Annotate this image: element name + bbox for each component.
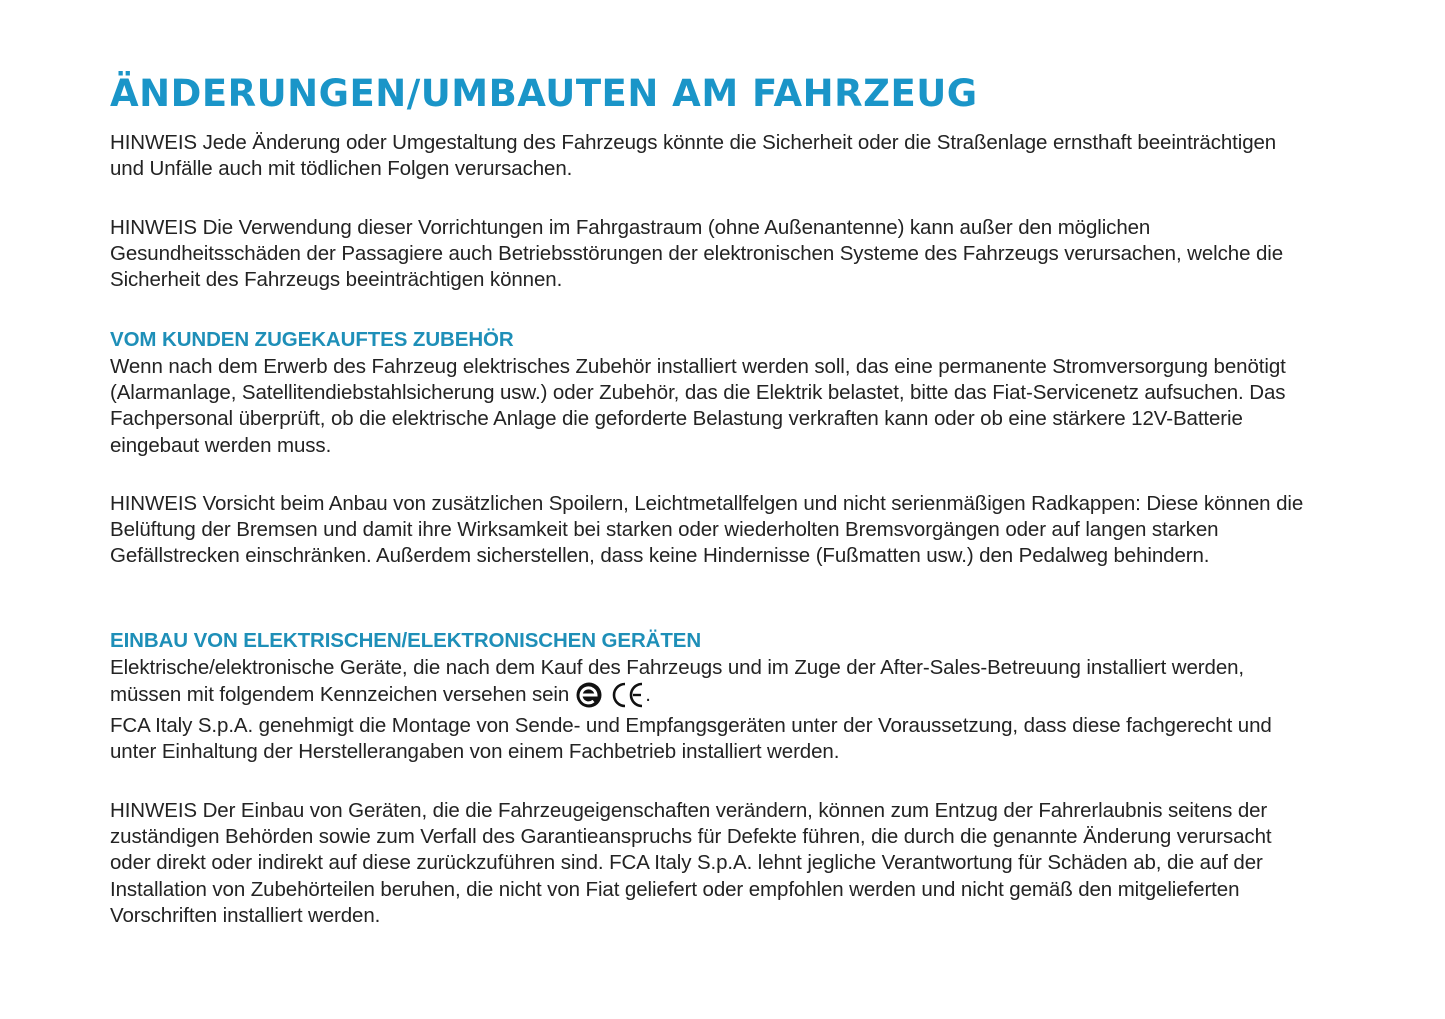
page-title: ÄNDERUNGEN/UMBAUTEN AM FAHRZEUG: [110, 72, 978, 115]
notice-paragraph-devices-cabin: HINWEIS Die Verwendung dieser Vorrichtungen im Fahrgastraum (ohne Außenantenne) kann außer den möglichen Gesundheitsschäden der Passagiere auch Betriebsstörungen der elektronischen Systeme des Fahrzeugs verursachen, welche die Sicherheit des Fahrzeugs beeinträchtigen können.: [110, 216, 1284, 292]
section-heading-accessories: VOM KUNDEN ZUGEKAUFTES ZUBEHÖR: [110, 328, 514, 351]
paragraph-transmitters: FCA Italy S.p.A. genehmigt die Montage von Sende- und Empfangsgeräten unter der Voraussetzung, dass diese fachgerecht und unter Einhaltung der Herstellerangaben von einem Fachbetrieb installiert werden.: [110, 714, 1272, 764]
notice-paragraph-installation-liability: HINWEIS Der Einbau von Geräten, die die Fahrzeugeigenschaften verändern, können zum Entzug der Fahrerlaubnis seitens der zuständigen Behörden sowie zum Verfall des Garantieanspruchs für Defekte führen, die durch die genannte Änderung verursacht oder direkt oder indirekt auf diese zurückzuführen sind. FCA Italy S.p.A. lehnt jegliche Verantwortung für Schäden ab, die auf der Installation von Zubehörteilen beruhen, die nicht von Fiat geliefert oder empfohlen werden und nicht gemäß den mitgelieferten Vorschriften installiert werden.: [110, 799, 1272, 927]
notice-paragraph-modification: HINWEIS Jede Änderung oder Umgestaltung des Fahrzeugs könnte die Sicherheit oder die Straßenlage ernsthaft beeinträchtigen und Unfälle auch mit tödlichen Folgen verursachen.: [110, 131, 1277, 181]
e-mark-icon: [575, 681, 607, 716]
title-wrapper: [110, 70, 978, 118]
paragraph-accessories: Wenn nach dem Erwerb des Fahrzeug elektrisches Zubehör installiert werden soll, das eine permanente Stromversorgung benötigt (Alarmanlage, Satellitendiebstahlsicherung usw.) oder Zubehör, das die Elektrik belastet, bitte das Fiat-Servicenetz aufsuchen. Das Fachpersonal überprüft, ob die elektrische Anlage die geforderte Belastung verkraften kann oder ob eine stärkere 12V-Batterie eingebaut werden muss.: [110, 355, 1286, 457]
ce-mark-icon: [609, 681, 645, 716]
paragraph-electrical-devices: [110, 655, 1310, 716]
section-heading-electrical-devices: EINBAU VON ELEKTRISCHEN/ELEKTRONISCHEN GERÄTEN: [110, 629, 702, 652]
notice-paragraph-spoilers: HINWEIS Vorsicht beim Anbau von zusätzlichen Spoilern, Leichtmetallfelgen und nicht serienmäßigen Radkappen: Diese können die Belüftung der Bremsen und damit ihre Wirksamkeit bei starken oder wiederholten Bremsvorgängen oder auf langen starken Gefällstrecken einschränken. Außerdem sicherstellen, dass keine Hindernisse (Fußmatten usw.) den Pedalweg behindern.: [110, 492, 1304, 568]
paragraph-electrical-devices-text: Elektrische/elektronische Geräte, die nach dem Kauf des Fahrzeugs und im Zuge der After-Sales-Betreuung installiert werden, müssen mit folgendem Kennzeichen versehen sein: [110, 656, 1245, 707]
paragraph-electrical-devices-end: .: [645, 683, 651, 707]
